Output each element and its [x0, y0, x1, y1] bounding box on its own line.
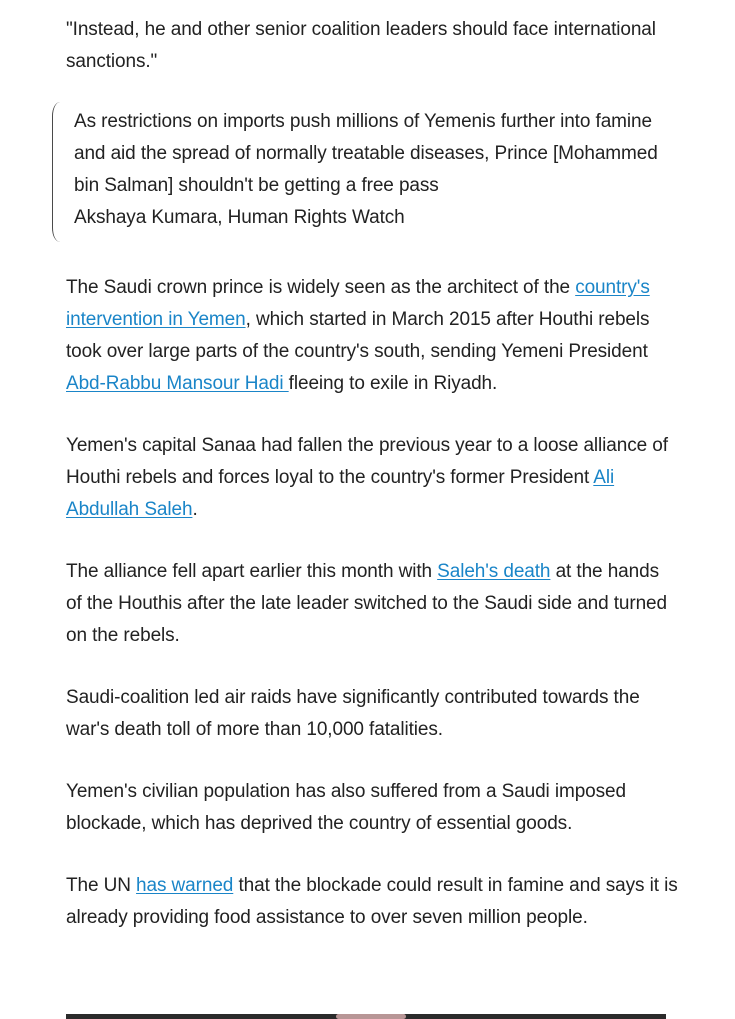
paragraph-text: Yemen's civilian population has also suffered from a Saudi imposed blockade, which has deprived the country of essential goods. — [66, 781, 626, 834]
article-image-top-edge — [66, 1014, 666, 1019]
quote-text: As restrictions on imports push millions of Yemenis further into famine and aid the spread of normally treatable diseases, Prince [Mohammed bin Salman] shouldn't be getting a free pass — [74, 111, 658, 196]
paragraph-text: . — [192, 499, 198, 520]
paragraph-text: fleeing to exile in Riyadh. — [288, 373, 498, 394]
link-hadi[interactable]: Abd-Rabbu Mansour Hadi — [66, 373, 289, 394]
paragraph-text: at the hands of the Houthis after the late leader switched to the Saudi side and turned on the rebels. — [66, 561, 667, 646]
article-body — [66, 14, 678, 964]
paragraph-crown-prince — [66, 272, 678, 400]
paragraph-text: "Instead, he and other senior coalition leaders should face international sanctions." — [66, 19, 656, 72]
paragraph-text: that the blockade could result in famine and says it is already providing food assistance to over seven million people. — [66, 875, 678, 928]
paragraph-un-warning — [66, 870, 678, 934]
link-saleh-death[interactable]: Saleh's death — [437, 561, 551, 582]
paragraph-text: The alliance fell apart earlier this month with — [66, 561, 438, 582]
paragraph-text: Yemen's capital Sanaa had fallen the previous year to a loose alliance of Houthi rebels and forces loyal to the country's former President — [66, 435, 668, 488]
paragraph-sanctions-quote — [66, 14, 678, 78]
quote-attribution: Akshaya Kumara, Human Rights Watch — [74, 207, 405, 228]
pull-quote — [52, 102, 678, 242]
paragraph-alliance — [66, 556, 678, 652]
quote-bracket-icon — [52, 102, 61, 242]
paragraph-sanaa — [66, 430, 678, 526]
paragraph-text: , which started in March 2015 after Houthi rebels took over large parts of the country's south, sending Yemeni President — [66, 309, 650, 362]
paragraph-text: Saudi-coalition led air raids have significantly contributed towards the war's death toll of more than 10,000 fatalities. — [66, 687, 640, 740]
link-saleh[interactable]: Ali Abdullah Saleh — [66, 467, 615, 520]
link-country-intervention[interactable]: country's intervention in Yemen — [66, 277, 650, 330]
paragraph-blockade — [66, 776, 678, 840]
paragraph-air-raids — [66, 682, 678, 746]
link-has-warned[interactable]: has warned — [136, 875, 234, 896]
paragraph-text: The UN — [66, 875, 137, 896]
paragraph-text: The Saudi crown prince is widely seen as the architect of the — [66, 277, 576, 298]
image-detail — [336, 1014, 406, 1019]
